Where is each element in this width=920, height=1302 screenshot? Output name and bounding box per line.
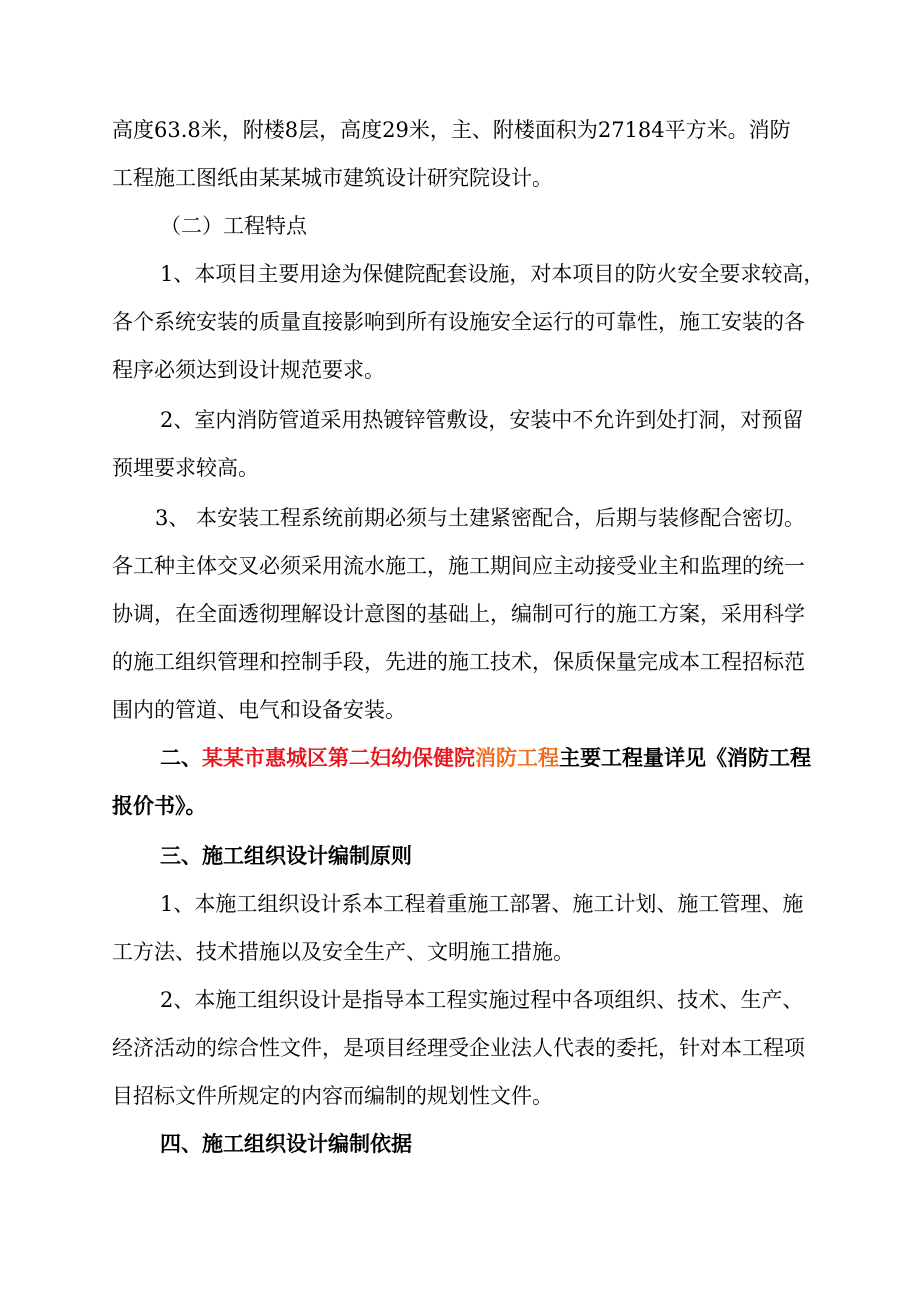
section-3-item-2-line: 目招标文件所规定的内容而编制的规划性文件。	[112, 1084, 553, 1108]
section-3-item-1-line: 1、本施工组织设计系本工程着重施工部署、施工计划、施工管理、施	[160, 892, 804, 916]
section-3-item-1-line: 工方法、技术措施以及安全生产、文明施工措施。	[112, 940, 574, 964]
section-4-heading: 四、施工组织设计编制依据	[160, 1131, 412, 1156]
features-item-1-line: 各个系统安装的质量直接影响到所有设施安全运行的可靠性，施工安装的各	[112, 310, 805, 334]
section-2-prefix: 二、	[160, 745, 202, 770]
features-item-3-line: 围内的管道、电气和设备安装。	[112, 698, 406, 722]
section-2-heading	[160, 743, 811, 773]
features-item-3-line: 的施工组织管理和控制手段，先进的施工技术，保质保量完成本工程招标范	[112, 650, 805, 674]
features-item-2-line: 2、室内消防管道采用热镀锌管敷设，安装中不允许到处打洞，对预留	[160, 408, 804, 432]
features-item-1-line: 程序必须达到设计规范要求。	[112, 358, 385, 382]
section-2-suffix: 主要工程量详见《消防工程	[559, 745, 811, 770]
section-2-heading-cont: 报价书》。	[112, 793, 207, 818]
section-heading-features: （二）工程特点	[160, 214, 307, 238]
section-3-heading: 三、施工组织设计编制原则	[160, 843, 412, 868]
section-3-item-2-line: 经济活动的综合性文件，是项目经理受企业法人代表的委托，针对本工程项	[112, 1036, 805, 1060]
features-item-3-line: 协调，在全面透彻理解设计意图的基础上，编制可行的施工方案，采用科学	[112, 602, 805, 626]
features-item-3-line: 3、 本安装工程系统前期必须与土建紧密配合，后期与装修配合密切。	[155, 506, 806, 530]
hospital-name: 某某市惠城区第二妇幼保健院	[202, 745, 475, 770]
features-item-2-line: 预埋要求较高。	[112, 456, 259, 480]
section-3-item-2-line: 2、本施工组织设计是指导本工程实施过程中各项组织、技术、生产、	[160, 988, 804, 1012]
features-item-1-line: 1、本项目主要用途为保健院配套设施，对本项目的防火安全要求较高，	[160, 262, 825, 286]
overview-text-line: 高度63.8米，附楼8层，高度29米，主、附楼面积为27184平方米。消防	[112, 118, 791, 142]
overview-text-line: 工程施工图纸由某某城市建筑设计研究院设计。	[112, 166, 553, 190]
features-item-3-line: 各工种主体交叉必须采用流水施工，施工期间应主动接受业主和监理的统一	[112, 554, 805, 578]
project-name: 消防工程	[475, 745, 559, 770]
